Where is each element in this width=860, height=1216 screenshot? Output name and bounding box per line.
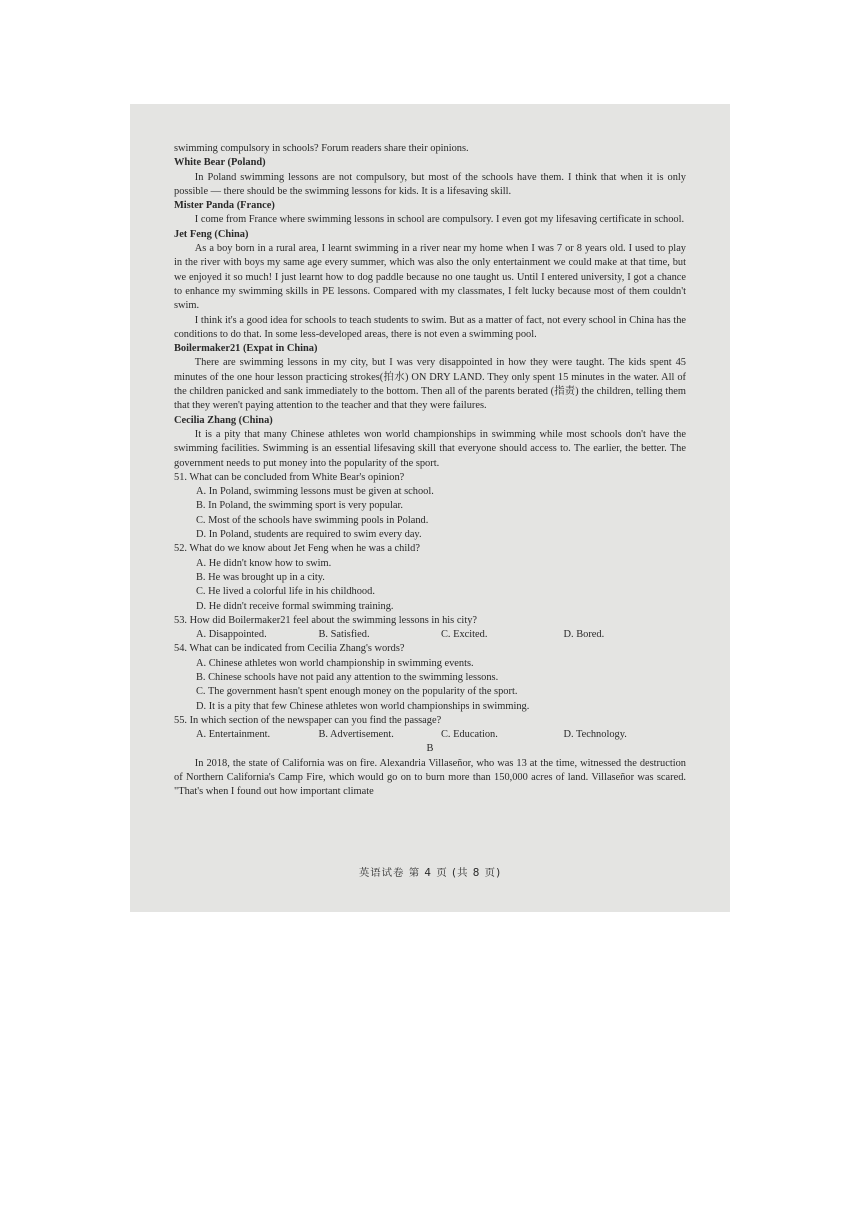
question-52-option-a: A. He didn't know how to swim. [196, 557, 332, 569]
intro-line: swimming compulsory in schools? Forum readers share their opinions. [174, 143, 469, 154]
post-paragraph: In Poland swimming lessons are not compulsory, but most of the schools have them. I think that when it is only possible — there should be the swimming lessons for kids. It is a lifesaving skill. [174, 171, 686, 197]
question-55-option-d: D. Technology. [563, 729, 627, 741]
question-53-options [174, 628, 686, 642]
question-54-option-b: B. Chinese schools have not paid any attention to the swimming lessons. [196, 671, 499, 683]
question-51-option-d: D. In Poland, students are required to swim every day. [196, 529, 422, 541]
question-53-option-c: C. Excited. [441, 629, 488, 641]
page-content [174, 142, 686, 800]
section-b-paragraph: In 2018, the state of California was on fire. Alexandria Villaseñor, who was 13 at the time, witnessed the destruction of Northern California's Camp Fire, which would go on to burn more than 150,000 acres of land. Villaseñor was scared. "That's when I found out how important climate [174, 757, 686, 798]
post-paragraph: I come from France where swimming lessons in school are compulsory. I even got my lifesaving certificate in school. [194, 214, 685, 226]
question-52-option-d: D. He didn't receive formal swimming training. [196, 600, 394, 612]
post-paragraph: It is a pity that many Chinese athletes won world championships in swimming while most schools don't have the swimming facilities. Swimming is an essential lifesaving skill that everyone should access to. The earlier, the better. The government needs to put money into the popularity of the sport. [174, 428, 686, 469]
question-55-options [174, 728, 686, 742]
post-author-mister-panda: Mister Panda (France) [174, 200, 275, 212]
post-paragraph: There are swimming lessons in my city, but I was very disappointed in how they were taught. The kids spent 45 minutes of the one hour lesson practicing strokes(拍水) ON DRY LAND. They only spent 15 minutes in the water. All of the children panicked and sank immediately to the bottom. Then all of the parents berated (指责) the children, telling them that they weren't paying attention to the teacher and that they were failures. [174, 357, 686, 412]
post-paragraph: I think it's a good idea for schools to teach students to swim. But as a matter of fact, not every school in China has the conditions to do that. In some less-developed areas, there is not even a swimming pool. [174, 314, 686, 340]
post-author-cecilia-zhang: Cecilia Zhang (China) [174, 414, 273, 426]
question-55-stem: 55. In which section of the newspaper can you find the passage? [174, 714, 442, 726]
post-paragraph: As a boy born in a rural area, I learnt swimming in a river near my home when I was 7 or 8 years old. I used to play in the river with boys my same age every summer, which was also the only entertainment we could make at that time, but we enjoyed it so much! I just learnt how to dog paddle because no one taught us. Until I entered university, I got a chance to enhance my swimming skills in PE lessons. Compared with my classmates, I felt lucky because most of them couldn't swim. [174, 243, 686, 312]
question-53-option-a: A. Disappointed. [196, 629, 267, 641]
question-54-stem: 54. What can be indicated from Cecilia Zhang's words? [174, 643, 405, 655]
question-51-option-b: B. In Poland, the swimming sport is very popular. [196, 500, 403, 512]
question-55-option-c: C. Education. [441, 729, 498, 741]
page-footer: 英语试卷 第 4 页 (共 8 页) [358, 867, 502, 879]
post-author-jet-feng: Jet Feng (China) [174, 228, 249, 240]
question-54-option-a: A. Chinese athletes won world championship in swimming events. [196, 657, 474, 669]
question-51-option-a: A. In Poland, swimming lessons must be given at school. [196, 486, 434, 498]
question-52-stem: 52. What do we know about Jet Feng when he was a child? [174, 543, 420, 555]
post-author-boilermaker21: Boilermaker21 (Expat in China) [174, 343, 318, 355]
question-53-option-b: B. Satisfied. [318, 629, 370, 641]
question-54-option-d: D. It is a pity that few Chinese athletes won world championships in swimming. [196, 700, 530, 712]
section-b-label: B [426, 743, 434, 755]
question-52-option-c: C. He lived a colorful life in his childhood. [196, 586, 375, 598]
post-author-white-bear: White Bear (Poland) [174, 157, 266, 169]
question-53-option-d: D. Bored. [563, 629, 605, 641]
question-55-option-a: A. Entertainment. [196, 729, 271, 741]
question-55-option-b: B. Advertisement. [318, 729, 394, 741]
scanned-exam-page [130, 104, 730, 912]
question-54-option-c: C. The government hasn't spent enough money on the popularity of the sport. [196, 686, 518, 698]
question-51-stem: 51. What can be concluded from White Bear's opinion? [174, 471, 405, 483]
question-51-option-c: C. Most of the schools have swimming pools in Poland. [196, 514, 429, 526]
question-53-stem: 53. How did Boilermaker21 feel about the swimming lessons in his city? [174, 614, 478, 626]
question-52-option-b: B. He was brought up in a city. [196, 571, 325, 583]
